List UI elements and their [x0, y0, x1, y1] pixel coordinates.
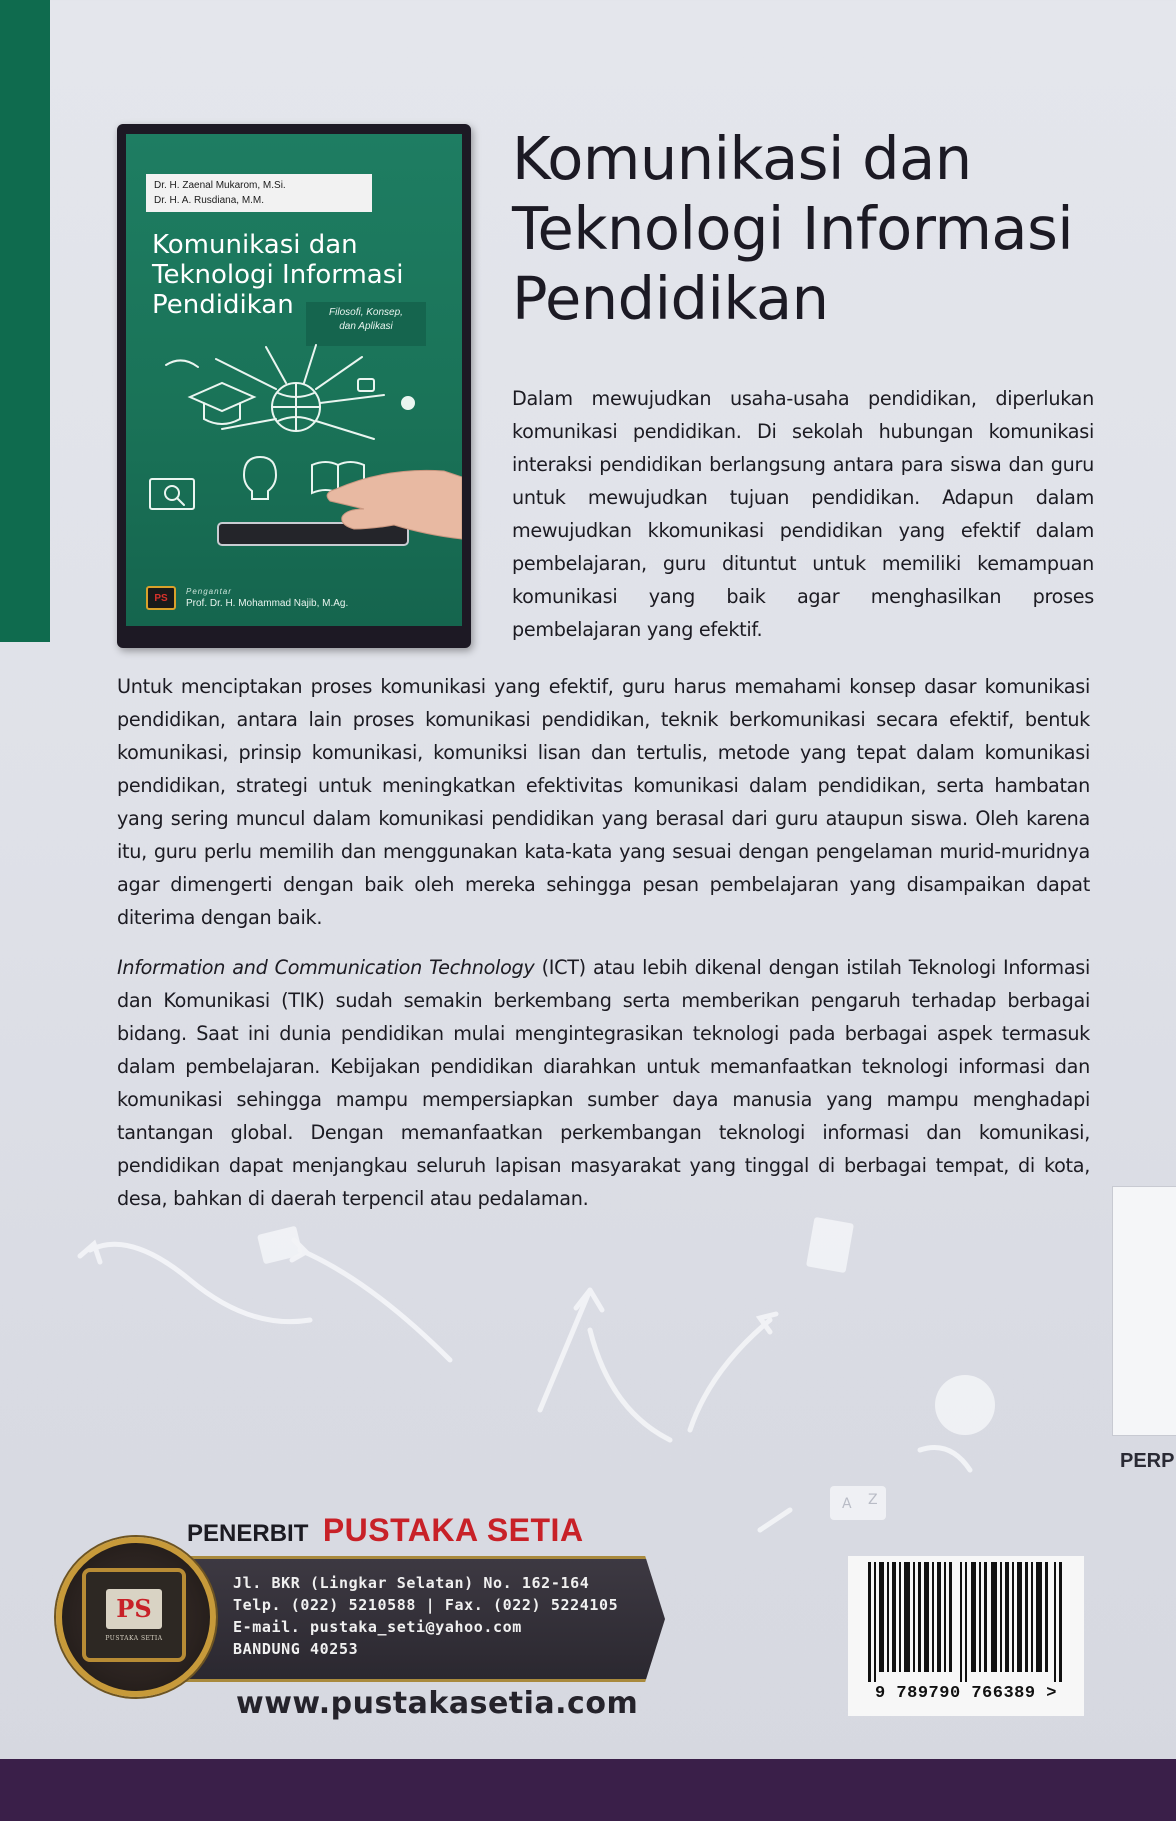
svg-text:Z: Z [868, 1492, 878, 1508]
cover-author-1: Dr. H. Zaenal Mukarom, M.Si. [154, 180, 286, 191]
cover-illustration [126, 339, 462, 569]
bottom-color-band [0, 1759, 1176, 1821]
address-line-email: E-mail. pustaka_seti@yahoo.com [233, 1618, 522, 1636]
publisher-logo-caption: PUSTAKA SETIA [105, 1634, 163, 1642]
library-sticker-label: PERP [1120, 1450, 1175, 1472]
publisher-heading [187, 1512, 584, 1549]
publisher-website: www.pustakasetia.com [236, 1686, 639, 1721]
faint-arrow-6 [920, 1448, 970, 1471]
address-line-street: Jl. BKR (Lingkar Selatan) No. 162-164 [233, 1574, 590, 1592]
svg-text:A: A [842, 1496, 852, 1512]
cover-foreword-label: Pengantar [186, 587, 232, 596]
address-line-city: BANDUNG 40253 [233, 1640, 359, 1658]
cover-author-2: Dr. H. A. Rusdiana, M.M. [154, 195, 265, 206]
cover-foreword [186, 586, 348, 610]
publisher-address [233, 1572, 618, 1660]
cover-subtitle-line-1: Filosofi, Konsep, [329, 307, 403, 318]
faint-az-tile-icon [830, 1486, 886, 1520]
library-sticker [1112, 1186, 1176, 1436]
cover-foreword-name: Prof. Dr. H. Mohammad Najib, M.Ag. [186, 598, 349, 609]
cover-title-line-1: Komunikasi dan [152, 230, 358, 260]
faint-document-icon [806, 1217, 854, 1273]
ict-term: Information and Communication Technology [117, 956, 535, 979]
synopsis-paragraph-3 [117, 951, 1090, 1215]
monitor-icon [150, 479, 194, 509]
cover-thumbnail [117, 124, 471, 648]
address-line-phone: Telp. (022) 5210588 | Fax. (022) 5224105 [233, 1596, 619, 1614]
faint-arrow-4 [590, 1330, 670, 1440]
synopsis-paragraph-2: Untuk menciptakan proses komunikasi yang efektif, guru harus memahami konsep dasar komunikasi pendidikan, antara lain proses komunikasi pendidikan, teknik berkomunikasi secara efektif, bentuk komunikasi, prinsip komunikasi, komuniksi lisan dan tertulis, metode yang tepat dalam komunikasi pendidikan, strategi untuk meningkatkan efektivitas komunikasi dalam pendidikan, serta hambatan yang sering muncul dalam komunikasi pendidikan yang berasal dari guru ataupun siswa. Oleh karena itu, guru perlu memilih dan menggunakan kata-kata yang sesuai dengan pengelaman murid-muridnya agar dimengerti dengan baik oleh mereka sehingga pesan pembelajaran yang disampaikan dapat diterima dengan baik. [117, 675, 1090, 929]
book-title-line-1: Komunikasi dan [512, 124, 972, 193]
faint-arrow-2 [300, 1250, 450, 1360]
cover-publisher-logo: PS [146, 586, 176, 610]
publisher-prefix: PENERBIT [187, 1520, 309, 1547]
cover-subtitle-line-2: dan Aplikasi [339, 321, 393, 332]
book-title-line-3: Pendidikan [512, 264, 829, 333]
book-title-line-2: Teknologi Informasi [512, 194, 1074, 263]
faint-arrow-5 [690, 1320, 770, 1430]
faint-arrow-3 [540, 1290, 602, 1410]
isbn-barcode [848, 1556, 1084, 1716]
publisher-logo-mark: PS [106, 1589, 162, 1629]
cover-authors-box [146, 174, 372, 212]
cover-title-line-2: Teknologi Informasi [152, 260, 404, 290]
isbn-number: 9 789790 766389 > [875, 1684, 1057, 1703]
barcode-bars [868, 1562, 1064, 1682]
publisher-logo [82, 1568, 186, 1662]
publisher-name: PUSTAKA SETIA [322, 1512, 584, 1548]
cover-title-line-3: Pendidikan [152, 290, 294, 320]
book-title [512, 124, 1073, 334]
green-spine-strip [0, 0, 50, 642]
synopsis-paragraph-1: Dalam mewujudkan usaha-usaha pendidikan, diperlukan komunikasi pendidikan. Di sekolah hubungan komunikasi interaksi pendidikan berlangsung antara para siswa dan guru untuk mewujudkan tujuan pendidikan. Adapun dalam mewujudkan kkomunikasi pendidikan yang efektif dalam pembelajaran, guru dituntut untuk memiliki kemampuan komunikasi yang baik agar menghasilkan proses pembelajaran yang efektif. [512, 387, 1094, 641]
synopsis-paragraph-3-rest: (ICT) atau lebih dikenal dengan istilah Teknologi Informasi dan Komunikasi (TIK) sudah semakin berkembang serta memberikan pengaruh terhadap berbagai bidang. Saat ini dunia pendidikan mulai mengintegrasikan teknologi pada berbagai aspek termasuk dalam pembelajaran. Kebijakan pendidikan diarahkan untuk memanfaatkan teknologi informasi dan komunikasi sehingga mampu mempersiapkan sumber daya manusia yang mampu menghadapi tantangan global. Dengan memanfaatkan perkembangan teknologi informasi dan komunikasi, pendidikan dapat menjangkau seluruh lapisan masyarakat yang tinggal di berbagai tempat, di kota, desa, bahkan di daerah terpencil atau pedalaman. [117, 956, 1090, 1210]
graduation-cap-icon [190, 383, 254, 424]
faint-chat-icon [935, 1375, 995, 1435]
cover-footer [146, 586, 348, 610]
cover-thumbnail-panel [126, 134, 462, 626]
lightbulb-icon [244, 457, 276, 499]
